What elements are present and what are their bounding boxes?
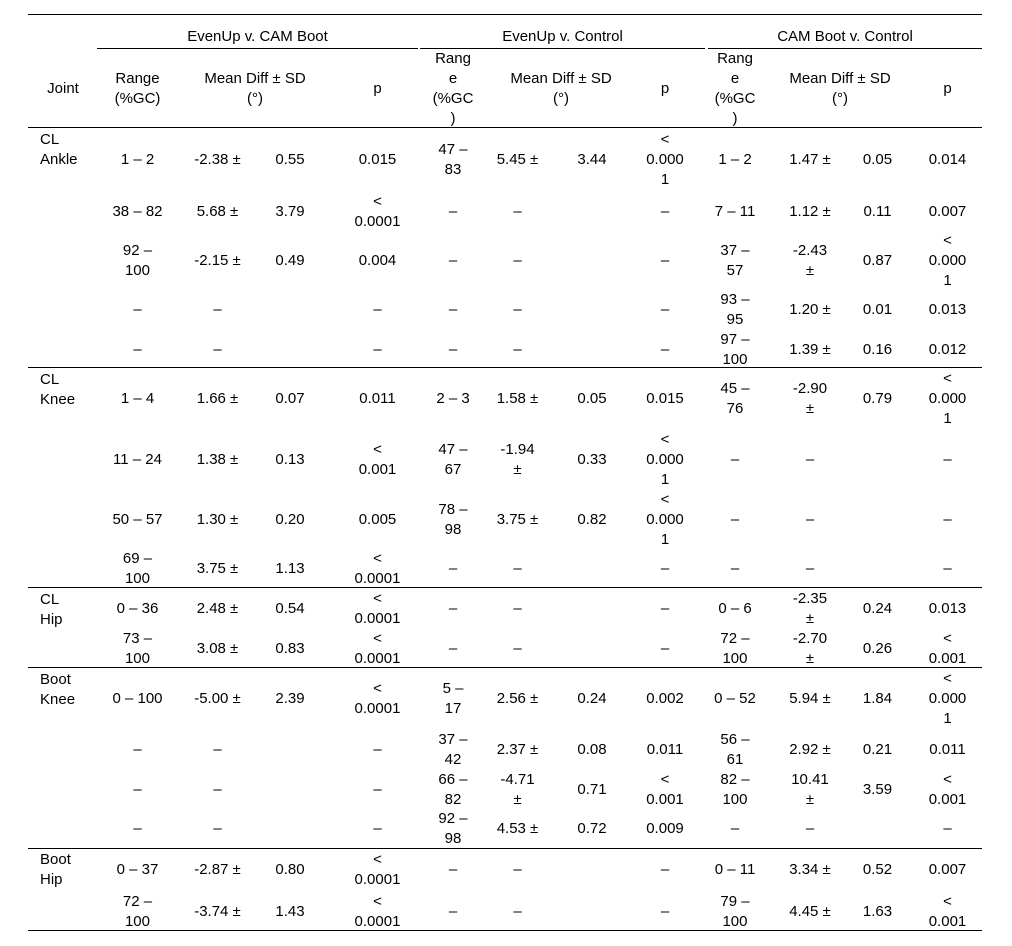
sd-cell: 0.07 [275,390,305,407]
p-value-cell: – [660,202,670,220]
range-cell: 2 – 3 [436,390,470,407]
sd-cell: 3.59 [862,780,893,798]
p-header: p [373,80,382,97]
range-cell: 45 – 76 [720,380,750,417]
range-cell: – [448,301,458,318]
p-value-cell: < 0.0001 [354,550,401,587]
range-cell: 0 – 37 [116,861,159,878]
sd-cell: 0.16 [862,341,893,358]
p-value-cell: < 0.0001 [354,851,401,888]
rule-line [28,14,982,15]
p-value-cell: < 0.001 [928,630,967,667]
sd-cell: 0.71 [577,780,607,798]
sd-cell: 0.83 [275,640,305,657]
sd-cell: 0.08 [577,740,607,758]
mean-diff-cell: – [213,820,222,837]
range-cell: – [448,902,458,920]
range-cell: 92 – 98 [438,810,468,847]
range-cell: 93 – 95 [720,291,750,328]
mean-diff-cell: -1.94 ± [500,441,535,478]
range-cell: 0 – 100 [112,690,163,707]
sd-cell: 2.39 [275,690,305,707]
range-cell: – [730,511,740,528]
p-value-cell: 0.011 [359,390,396,407]
sd-cell [255,771,325,808]
mean-diff-cell: 4.53 ± [496,820,539,837]
sd-cell: 0.82 [577,511,607,528]
p-value-cell: 0.012 [928,341,967,358]
range-cell: – [448,640,458,657]
range-cell: 0 – 52 [714,690,756,707]
mean-diff-cell: 1.58 ± [496,390,539,407]
rule-line [28,930,982,931]
sd-cell [552,893,632,930]
mean-diff-cell: -2.90 ± [792,380,828,417]
mean-diff-cell: 1.39 ± [789,341,831,358]
sd-cell: 0.72 [577,820,607,837]
p-value-cell: 0.014 [928,151,967,168]
sd-cell [552,332,632,368]
mean-diff-cell: – [213,341,222,358]
p-value-cell: – [373,301,382,318]
sd-cell: 0.49 [275,251,305,269]
sd-cell [255,731,325,768]
p-value-cell: – [373,341,382,358]
p-value-cell: – [660,301,670,318]
p-value-cell: – [943,451,952,468]
p-value-cell: < 0.000 1 [646,491,684,548]
p-value-cell: – [660,640,670,657]
mean-diff-cell: – [805,560,815,577]
range-cell: 82 – 100 [720,770,750,808]
mean-diff-cell: 1.47 ± [789,151,831,168]
range-cell: – [448,341,458,358]
group-header: EvenUp v. CAM Boot [187,28,328,45]
p-value-cell: < 0.000 1 [646,431,684,488]
sd-cell: 3.79 [275,202,305,220]
sd-cell: 0.79 [862,390,893,407]
mean-diff-cell: 10.41 ± [791,770,829,808]
joint-label: Boot Hip [40,851,71,888]
range-cell: 7 – 11 [714,202,756,220]
p-value-cell: 0.004 [358,251,397,269]
sd-cell [552,590,632,628]
sd-cell [850,492,905,548]
range-cell: 47 – 83 [438,141,468,178]
mean-diff-cell: 1.30 ± [196,511,239,528]
mean-diff-cell: -2.87 ± [194,861,241,878]
mean-diff-cell: – [213,740,222,758]
range-cell: 72 – 100 [720,630,750,667]
range-cell: 0 – 6 [718,600,752,617]
p-value-cell: 0.011 [929,740,966,758]
range-cell: – [730,560,740,577]
p-value-cell: – [943,820,952,837]
range-header: Rang e (%GC ) [714,50,756,127]
mean-diff-cell: – [513,861,522,878]
p-value-cell: – [373,780,382,798]
p-value-cell: < 0.001 [928,770,967,808]
mean-diff-cell: – [513,202,522,220]
mean-diff-cell: 2.92 ± [789,740,831,758]
mean-diff-cell: -3.74 ± [194,902,241,920]
joint-label: Boot Knee [40,671,76,708]
range-cell: 1 – 2 [718,151,752,168]
sd-cell: 0.24 [862,600,893,617]
p-value-cell: – [660,902,670,920]
p-value-cell: – [660,861,670,878]
mean-diff-cell: – [513,301,522,318]
range-cell: 11 – 24 [113,451,162,468]
p-value-cell: 0.015 [358,151,397,168]
range-cell: 47 – 67 [438,441,468,478]
mean-diff-cell: – [213,780,222,798]
mean-diff-cell: 3.75 ± [496,511,539,528]
range-cell: 5 – 17 [442,680,464,717]
sd-cell: 0.20 [275,511,305,528]
p-value-cell: 0.002 [646,690,684,707]
range-cell: 0 – 11 [714,861,756,878]
range-cell: – [133,780,142,798]
mean-diff-cell: – [513,560,522,577]
p-value-cell: < 0.000 1 [928,370,967,427]
sd-cell: 0.05 [862,151,893,168]
sd-cell [552,233,632,288]
mean-diff-cell: – [513,902,522,920]
range-cell: 97 – 100 [720,331,750,368]
p-value-cell: 0.011 [646,740,684,758]
p-value-cell: < 0.000 1 [646,131,684,188]
group-header: EvenUp v. Control [502,28,623,45]
range-cell: 73 – 100 [122,630,153,667]
range-cell: 50 – 57 [112,511,163,528]
p-value-cell: 0.013 [928,600,967,617]
mean-diff-cell: 1.12 ± [789,202,831,220]
range-cell: 92 – 100 [122,241,153,279]
sd-cell: 0.54 [275,600,305,617]
sd-cell: 0.80 [275,861,305,878]
sd-cell: 0.13 [275,451,305,468]
joint-label: CL Ankle [40,131,78,168]
mean-diff-cell: -2.15 ± [194,251,241,269]
sd-cell [552,630,632,668]
p-value-cell: – [373,820,382,837]
range-cell: – [730,451,740,468]
joint-label: CL Knee [40,371,76,408]
mean-diff-cell: 3.34 ± [789,861,831,878]
range-cell: – [730,820,740,837]
p-value-cell: < 0.001 [928,892,967,930]
rule-line [97,48,418,49]
sd-cell [552,193,632,230]
sd-cell: 1.63 [862,902,893,920]
range-cell: – [448,861,458,878]
mean-diff-cell: 3.75 ± [196,560,239,577]
p-value-cell: 0.013 [928,301,967,318]
p-value-cell: – [943,511,952,528]
mean-diff-cell: 1.38 ± [196,451,239,468]
sd-cell: 1.13 [275,560,305,577]
sd-cell [850,810,905,848]
group-header: CAM Boot v. Control [777,28,913,45]
sd-cell: 1.43 [275,902,305,920]
sd-cell [255,810,325,848]
sd-cell: 0.05 [577,390,607,407]
sd-cell [552,550,632,588]
mean-diff-header: Mean Diff ± SD (°) [789,70,891,107]
p-value-cell: – [660,251,670,269]
p-value-cell: – [660,341,670,358]
mean-diff-cell: 2.48 ± [196,600,239,617]
sd-cell: 0.52 [862,861,893,878]
mean-diff-cell: 5.94 ± [789,690,831,707]
range-cell: 56 – 61 [720,730,750,768]
mean-diff-cell: – [513,341,522,358]
range-cell: 69 – 100 [122,550,153,587]
p-value-cell: 0.007 [928,861,967,878]
mean-diff-cell: – [805,820,815,837]
mean-diff-cell: – [805,511,815,528]
mean-diff-cell: 1.20 ± [789,301,831,318]
range-cell: 0 – 36 [116,600,159,617]
mean-diff-cell: 5.68 ± [196,202,239,220]
sd-cell: 0.11 [863,202,892,220]
range-cell: 37 – 57 [720,241,750,279]
range-cell: 78 – 98 [438,501,468,538]
sd-cell: 0.87 [862,251,893,269]
sd-cell: 1.84 [862,690,893,707]
mean-diff-cell: – [805,451,815,468]
range-cell: – [133,341,142,358]
p-value-cell: – [373,740,382,758]
mean-diff-cell: -2.38 ± [194,151,241,168]
mean-diff-cell: – [213,301,222,318]
rule-line [28,848,982,849]
p-value-cell: – [943,560,952,577]
mean-diff-cell: -2.70 ± [792,630,828,667]
range-cell: 72 – 100 [122,892,153,930]
p-value-cell: < 0.001 [358,441,397,478]
range-cell: – [448,202,458,220]
p-value-cell: 0.009 [646,820,684,837]
sd-cell [255,332,325,368]
mean-diff-cell: 2.37 ± [496,740,539,758]
mean-diff-header: Mean Diff ± SD (°) [510,70,612,107]
sd-cell: 0.55 [275,151,305,168]
p-header: p [660,80,670,97]
p-header: p [943,80,952,97]
range-cell: – [448,251,458,269]
p-value-cell: < 0.001 [646,770,684,808]
sd-cell: 0.01 [862,301,893,318]
p-value-cell: < 0.0001 [354,630,401,667]
mean-diff-cell: -2.43 ± [792,241,828,279]
sd-cell [552,290,632,330]
p-value-cell: 0.015 [646,390,684,407]
p-value-cell: – [660,600,670,617]
range-cell: 38 – 82 [112,202,163,220]
range-cell: 1 – 2 [120,151,155,168]
range-cell: 37 – 42 [438,730,468,768]
mean-diff-cell: 4.45 ± [789,902,831,920]
p-value-cell: < 0.000 1 [928,670,967,727]
mean-diff-cell: 1.66 ± [196,390,239,407]
range-cell: – [448,600,458,617]
p-value-cell: < 0.000 1 [928,231,967,289]
p-value-cell: < 0.0001 [354,892,401,930]
mean-diff-cell: 2.56 ± [496,690,539,707]
mean-diff-cell: 3.08 ± [196,640,239,657]
p-value-cell: < 0.0001 [354,590,401,627]
range-cell: – [133,820,142,837]
range-header: Rang e (%GC ) [432,50,474,127]
mean-diff-cell: – [513,640,522,657]
sd-cell [850,550,905,588]
sd-cell: 0.26 [862,640,893,657]
mean-diff-cell: 5.45 ± [496,151,539,168]
p-value-cell: 0.005 [358,511,397,528]
sd-cell [255,290,325,330]
range-cell: – [448,560,458,577]
sd-cell: 0.24 [577,690,607,707]
p-value-cell: < 0.0001 [354,680,401,717]
mean-diff-cell: -4.71 ± [500,770,535,808]
sd-cell [850,430,905,490]
p-value-cell: – [660,560,670,577]
range-cell: 1 – 4 [120,390,155,407]
joint-header: Joint [47,80,79,97]
p-value-cell: < 0.0001 [354,192,401,230]
joint-label: CL Hip [40,591,63,628]
range-cell: – [133,301,142,318]
range-cell: 66 – 82 [438,770,468,808]
mean-diff-cell: – [513,600,522,617]
mean-diff-header: Mean Diff ± SD (°) [204,70,306,107]
mean-diff-cell: – [513,251,522,269]
range-header: Range (%GC) [114,70,161,107]
sd-cell: 0.21 [862,740,893,758]
sd-cell [552,850,632,890]
mean-diff-cell: -5.00 ± [194,690,241,707]
range-cell: – [133,740,142,758]
p-value-cell: 0.007 [928,202,967,220]
sd-cell: 3.44 [577,151,607,168]
range-cell: 79 – 100 [720,892,750,930]
sd-cell: 0.33 [577,451,607,468]
mean-diff-cell: -2.35 ± [792,590,828,627]
